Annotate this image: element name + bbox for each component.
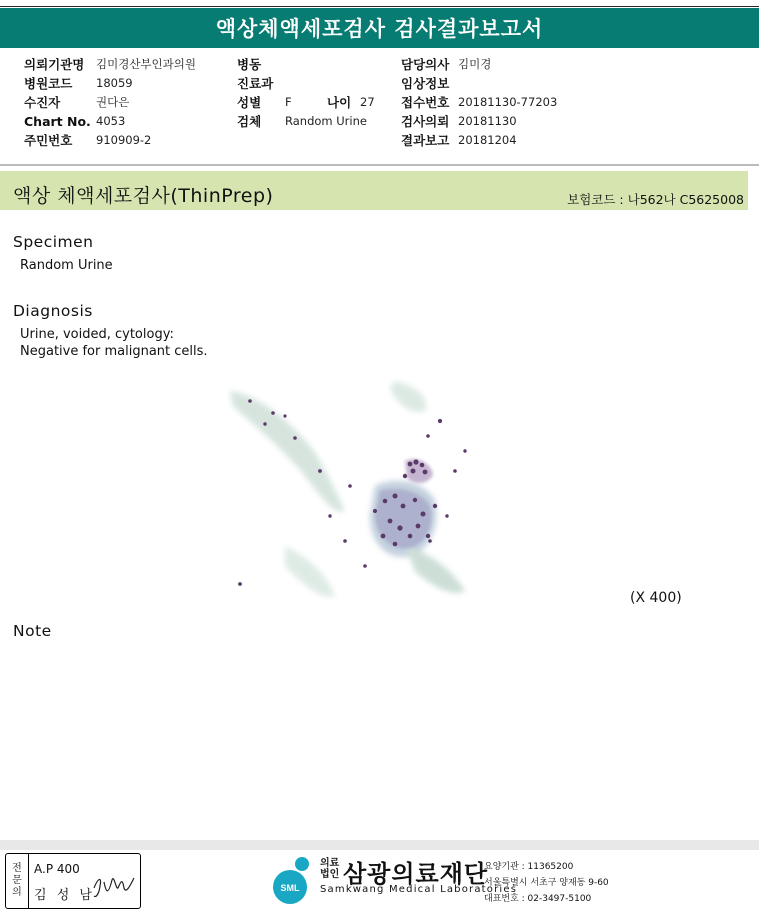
- report-date-label: 결과보고: [401, 133, 450, 148]
- specialist-char-1: 전: [12, 863, 22, 874]
- contact-phone: 대표번호 : 02-3497-5100: [484, 894, 592, 904]
- doctor-label: 담당의사: [401, 57, 450, 72]
- patient-value: 권다은: [96, 95, 130, 109]
- logo-text: SML: [280, 883, 300, 893]
- doctor-value: 김미경: [458, 57, 492, 71]
- patient-info-column-2: [237, 55, 375, 131]
- chart-no-value: 4053: [96, 114, 126, 128]
- cytology-image: [225, 376, 490, 608]
- hospital-code-value: 18059: [96, 76, 133, 90]
- contact-address: 서울특별시 서초구 양재동 9-60: [484, 878, 609, 888]
- patient-info-column-1: [24, 55, 196, 150]
- pathologist-signature-box: [5, 853, 141, 909]
- report-title: 액상체액세포검사 검사결과보고서: [215, 17, 544, 41]
- magnification-label: (X 400): [630, 590, 682, 606]
- clinical-info-label: 임상정보: [401, 76, 450, 91]
- request-date-label: 검사의뢰: [401, 114, 450, 129]
- top-rule: [0, 6, 759, 7]
- sex-value: F: [285, 95, 292, 109]
- org-prefix-line-1: 의료: [320, 858, 340, 869]
- receipt-no-label: 접수번호: [401, 95, 450, 110]
- org-prefix: [320, 858, 339, 880]
- specialist-char-3: 의: [12, 887, 22, 898]
- diagnosis-line-1: Urine, voided, cytology:: [20, 327, 174, 342]
- ap-license: A.P 400: [34, 862, 80, 876]
- org-contact: [484, 859, 609, 907]
- receipt-no-value: 20181130-77203: [458, 95, 558, 109]
- resident-no-value: 910909-2: [96, 133, 152, 147]
- specialist-char-2: 문: [12, 875, 22, 886]
- header-divider: [0, 164, 759, 166]
- org-prefix-line-2: 법인: [320, 869, 340, 880]
- patient-info-column-3: [401, 55, 557, 150]
- section-title: 액상 체액세포검사(ThinPrep): [13, 185, 274, 207]
- institution-label: 의뢰기관명: [24, 57, 85, 72]
- insurance-code: 보험코드 : 나562나 C5625008: [567, 192, 744, 207]
- hospital-code-label: 병원코드: [24, 76, 73, 91]
- request-date-value: 20181130: [458, 114, 517, 128]
- handwritten-signature: [90, 868, 138, 902]
- institution-value: 김미경산부인과의원: [96, 57, 196, 71]
- specialist-label: [6, 854, 29, 908]
- patient-label: 수진자: [24, 95, 61, 110]
- specimen-text: Random Urine: [20, 258, 113, 273]
- ward-label: 병동: [237, 57, 262, 72]
- sex-label: 성별: [237, 95, 262, 110]
- specimen-heading: Specimen: [13, 233, 94, 251]
- diagnosis-text: [20, 326, 208, 360]
- pathologist-name: 김 성 남: [34, 888, 95, 903]
- footer-band: [0, 840, 759, 850]
- contact-code: 요양기관 : 11365200: [484, 862, 574, 872]
- specimen-type-value: Random Urine: [285, 114, 367, 128]
- report-date-value: 20181204: [458, 133, 517, 147]
- diagnosis-heading: Diagnosis: [13, 302, 93, 320]
- diagnosis-line-2: Negative for malignant cells.: [20, 344, 208, 359]
- department-label: 진료과: [237, 76, 274, 91]
- org-name: 삼광의료재단: [343, 860, 489, 888]
- age-label: 나이: [327, 95, 352, 110]
- age-value: 27: [360, 95, 375, 109]
- chart-no-label: Chart No.: [24, 114, 91, 129]
- org-name-english: Samkwang Medical Laboratories: [320, 884, 518, 895]
- resident-no-label: 주민번호: [24, 133, 73, 148]
- specimen-type-label: 검체: [237, 114, 262, 129]
- note-heading: Note: [13, 622, 52, 640]
- sml-logo-icon: [270, 855, 316, 905]
- report-title-bar: [0, 8, 759, 48]
